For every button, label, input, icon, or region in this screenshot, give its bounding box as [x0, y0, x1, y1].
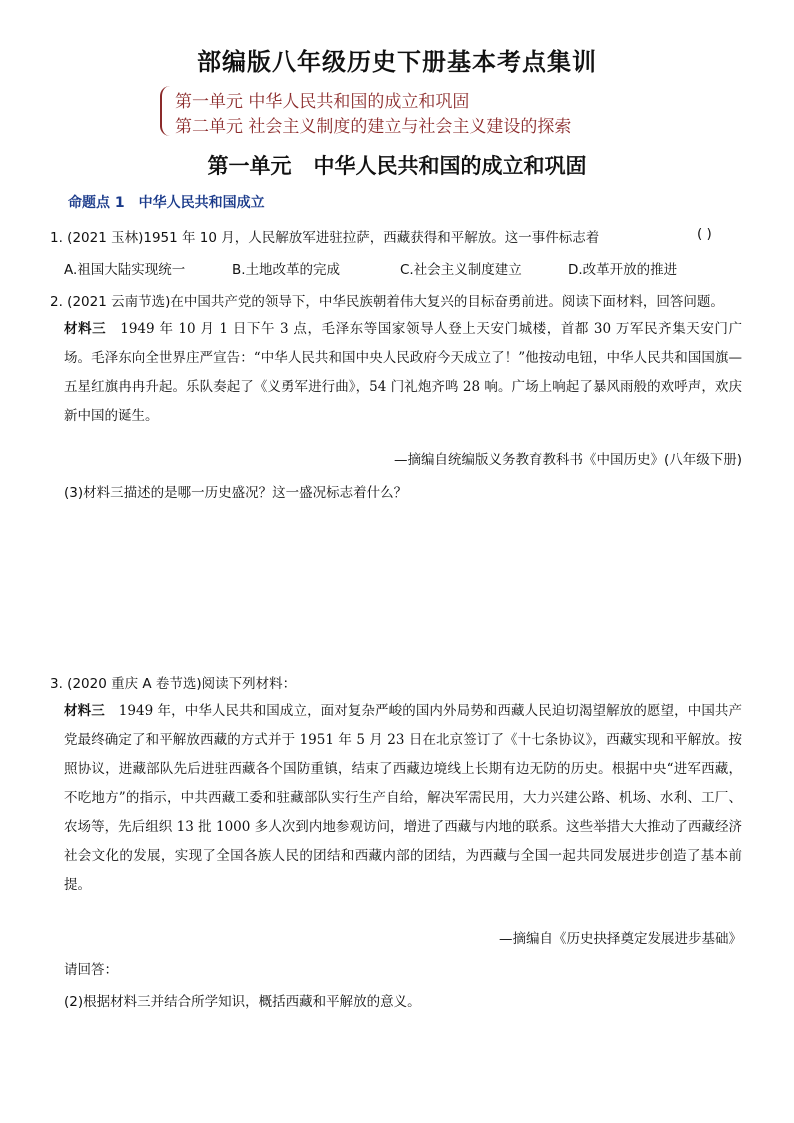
question-1-options	[64, 258, 754, 278]
option-c: C.社会主义制度建立	[400, 262, 522, 278]
unit-brace	[160, 86, 174, 136]
option-d: D.改革开放的推进	[568, 262, 678, 278]
unit-heading-number: 第一单元	[207, 153, 292, 178]
unit-list-item-2: 第二单元 社会主义制度的建立与社会主义建设的探索	[175, 117, 572, 137]
question-3-stem: 3. (2020 重庆 A 卷节选)阅读下列材料：	[50, 676, 297, 692]
question-2-source: —摘编自统编版义务教育教科书《中国历史》(八年级下册)	[393, 452, 742, 468]
material-label: 材料三	[64, 703, 105, 719]
question-2-stem: 2. (2021 云南节选)在中国共产党的领导下，中华民族朝着伟大复兴的目标奋勇前进。阅读下面材料，回答问题。	[50, 294, 724, 310]
question-3-source: —摘编自《历史抉择奠定发展进步基础》	[499, 931, 742, 947]
material-text: 1949 年，中华人民共和国成立，面对复杂严峻的国内外局势和西藏人民迫切渴望解放的愿望，中国共产党最终确定了和平解放西藏的方式并于 1951 年 5 月 23 日在北京签订了《十七条协议》，西藏实现和平解放。按照协议，进藏部队先后进驻西藏各个国防重镇，结束了西藏边境线上长期有边无防的历史。根据中央“进军西藏，不吃地方”的指示，中共西藏工委和驻藏部队实行生产自给，解决军需民用，大力兴建公路、机场、水利、工厂、农场等，先后组织 13 批 1000 多人次到内地参观访问，增进了西藏与内地的联系。这些举措大大推动了西藏经济社会文化的发展，实现了全国各族人民的团结和西藏内部的团结，为西藏与全国一起共同发展进步创造了基本前提。	[64, 703, 743, 893]
topic-label: 命题点 1	[68, 195, 125, 211]
question-2-sub: (3)材料三描述的是哪一历史盛况？这一盛况标志着什么？	[64, 485, 408, 501]
question-3-sub: (2)根据材料三并结合所学知识，概括西藏和平解放的意义。	[64, 994, 421, 1010]
material-text: 1949 年 10 月 1 日下午 3 点，毛泽东等国家领导人登上天安门城楼，首都 30 万军民齐集天安门广场。毛泽东向全世界庄严宣告：“中华人民共和国中央人民政府今天成立了！”他按动电钮，中华人民共和国国旗—五星红旗冉冉升起。乐队奏起了《义勇军进行曲》，54 门礼炮齐鸣 28 响。广场上响起了暴风雨般的欢呼声，欢庆新中国的诞生。	[64, 321, 743, 424]
answer-bracket: ( )	[697, 226, 712, 242]
question-1-stem: 1. (2021 玉林)1951 年 10 月，人民解放军进驻拉萨，西藏获得和平解放。这一事件标志着	[50, 230, 600, 246]
question-2-material	[64, 315, 742, 431]
unit-list-item-1: 第一单元 中华人民共和国的成立和巩固	[175, 92, 470, 112]
document-title: 部编版八年级历史下册基本考点集训	[197, 48, 597, 76]
question-3-prompt: 请回答：	[64, 962, 118, 978]
material-label: 材料三	[64, 321, 107, 337]
option-a: A.祖国大陆实现统一	[64, 262, 186, 278]
topic-name: 中华人民共和国成立	[138, 195, 265, 211]
unit-heading-name: 中华人民共和国的成立和巩固	[313, 153, 587, 178]
unit-heading	[0, 150, 794, 180]
option-b: B.土地改革的完成	[232, 262, 341, 278]
topic-heading	[68, 192, 265, 212]
question-3-material	[64, 697, 742, 900]
